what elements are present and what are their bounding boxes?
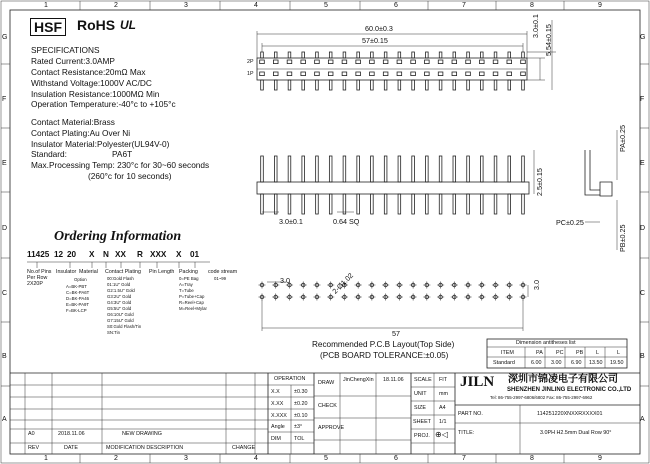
zone-col-3-bottom: 3 <box>184 455 188 462</box>
dim-pc: PC±0.25 <box>556 218 584 227</box>
packing-option-line: P=Tube+Cap <box>179 294 205 299</box>
tb-size-label: SIZE <box>414 405 426 411</box>
insulator-option-line: E=BK-PA9T <box>66 302 89 307</box>
zone-row-c-left: C <box>2 290 8 297</box>
pin-1p <box>507 72 512 76</box>
side-pin-top <box>274 156 277 182</box>
pins-option-line: No.of Pins <box>27 269 52 275</box>
zone-col-4-bottom: 4 <box>254 455 258 462</box>
pin-top <box>261 52 264 58</box>
contact-option-line: G5:5U" Gold <box>107 306 132 311</box>
zone-col-5-bottom: 5 <box>324 455 328 462</box>
zone-col-6-bottom: 6 <box>394 455 398 462</box>
ordering-code-part: XXX <box>150 250 167 259</box>
tb-title-value: 3.0PH H2.5mm Dual Row 90° <box>540 430 612 436</box>
pin-bottom <box>384 80 387 90</box>
pcb-row-pitch: 3.0 <box>532 280 541 290</box>
pin-top <box>439 52 442 58</box>
tb-tol-key: Angle <box>271 424 285 430</box>
side-pin-top <box>288 156 291 182</box>
pin-2p <box>287 60 292 64</box>
insulator-option-line: F=BK-LCP <box>66 308 87 313</box>
dim-table-header: L <box>617 350 620 356</box>
rev-date: 2018.11.06 <box>58 431 85 437</box>
contact-option-line: G7:15U" Gold <box>107 318 134 323</box>
pin-bottom <box>398 80 401 90</box>
zone-row-f-right: F <box>640 96 645 103</box>
pin-top <box>357 52 360 58</box>
pin-2p <box>507 60 512 64</box>
zone-col-6-top: 6 <box>394 2 398 9</box>
side-pin-top <box>494 156 497 182</box>
pin-top <box>522 52 525 58</box>
zone-col-2-bottom: 2 <box>114 455 118 462</box>
contact-option-line: G4:3U" Gold <box>107 300 132 305</box>
tb-proj-label: PROJ. <box>414 433 430 439</box>
zone-col-8-top: 8 <box>530 2 534 9</box>
dim-table-title: Dimension antitheses list <box>516 340 576 346</box>
pin-1p <box>425 72 430 76</box>
pin-1p <box>383 72 388 76</box>
pin-top <box>398 52 401 58</box>
zone-row-e-right: E <box>640 160 645 167</box>
tb-unit-value: mm <box>439 391 448 397</box>
rev-header-rev: REV <box>28 445 40 451</box>
tb-draw-date: 18.11.06 <box>383 377 404 383</box>
company-contact: Tel: 86-755-2997-6806/6802 Fax: 86-755-2997-6962 <box>490 395 593 400</box>
pin-1p <box>273 72 278 76</box>
company-logo: JILN <box>460 374 495 390</box>
dim-side-sq: 0.64 SQ <box>333 217 360 226</box>
insulator-option-line: A=BK-PBT <box>66 284 87 289</box>
pcb-total: 57 <box>392 329 400 338</box>
pin-bottom <box>343 80 346 90</box>
contact-option-line: 01:1U" Gold <box>107 282 131 287</box>
spec-processing-line: Max.Processing Temp: 230°c for 30~60 seconds <box>31 160 210 170</box>
zone-row-a-right: A <box>640 416 645 423</box>
zone-col-9-top: 9 <box>598 2 602 9</box>
code-stream-range: 01~99 <box>214 276 227 281</box>
pin-1p <box>342 72 347 76</box>
tb-tol-label: TOL <box>294 436 305 442</box>
pcb-layout-title: Recommended P.C.B Layout(Top Side) <box>312 340 455 349</box>
tb-draw-label: DRAW <box>318 380 335 386</box>
zone-row-a-left: A <box>2 416 7 423</box>
side-pin-top <box>426 156 429 182</box>
side-pin-bottom <box>357 194 360 214</box>
packing-option-line: R=Reel+Cap <box>179 300 204 305</box>
packing-option-line: 0=PE Bag <box>179 276 199 281</box>
pin-length-label: Pin Length <box>149 269 175 275</box>
pin-top <box>494 52 497 58</box>
spec-standard-value: PA6T <box>112 149 133 159</box>
side-pin-bottom <box>453 194 456 214</box>
pin-1p <box>452 72 457 76</box>
pin-top <box>274 52 277 58</box>
side-pin-top <box>439 156 442 182</box>
side-pin-top <box>316 156 319 182</box>
pin-top <box>453 52 456 58</box>
side-pin-bottom <box>288 194 291 214</box>
pin-bottom <box>357 80 360 90</box>
contact-option-line: G3:2U" Gold <box>107 294 132 299</box>
row-2p-label: 2P <box>247 59 254 65</box>
dim-side-pitch: 3.0±0.1 <box>279 217 303 226</box>
contact-option-line: SN:Tin <box>107 330 120 335</box>
pin-bottom <box>522 80 525 90</box>
side-pin-top <box>384 156 387 182</box>
pin-top <box>467 52 470 58</box>
zone-row-g-left: G <box>2 34 8 41</box>
tb-scale-label: SCALE <box>414 377 432 383</box>
ordering-code-part: N <box>103 250 109 259</box>
pin-2p <box>411 60 416 64</box>
side-pin-bottom <box>398 194 401 214</box>
ordering-code-part: 11425 <box>27 250 50 259</box>
side-pin-top <box>467 156 470 182</box>
tb-sheet-value: 1/1 <box>439 419 447 425</box>
zone-row-c-right: C <box>640 290 646 297</box>
pin-bottom <box>508 80 511 90</box>
tb-size-value: A4 <box>439 405 446 411</box>
zone-col-1-bottom: 1 <box>44 455 48 462</box>
dim-pitch-total: 57±0.15 <box>362 36 388 45</box>
side-pin-bottom <box>412 194 415 214</box>
insulator-option-line: Material <box>79 269 98 275</box>
side-body <box>257 182 529 194</box>
zone-row-g-right: G <box>640 34 646 41</box>
ordering-code-part: R <box>137 250 143 259</box>
zone-row-e-left: E <box>2 160 7 167</box>
dim-table-cell: 19.50 <box>610 360 624 366</box>
side-pin-top <box>261 156 264 182</box>
dim-body-height-2: 5.54±0.15 <box>544 24 553 56</box>
pin-top <box>316 52 319 58</box>
side-pin-bottom <box>329 194 332 214</box>
side-pin-top <box>522 156 525 182</box>
rev-description: NEW DRAWING <box>122 431 162 437</box>
pin-top <box>480 52 483 58</box>
zone-row-b-left: B <box>2 353 7 360</box>
spec-line: Rated Current:3.0AMP <box>31 56 115 66</box>
rev-header-date: DATE <box>64 445 78 451</box>
insulator-option-line: C=BK-PA6T <box>66 290 90 295</box>
dim-table-header: L <box>596 350 599 356</box>
contact-option-line: G2:1.5U" Gold <box>107 288 135 293</box>
tb-tol-key: X.XXX <box>271 413 287 419</box>
pin-bottom <box>371 80 374 90</box>
pin-2p <box>260 60 265 64</box>
dim-overall-length: 60.0±0.3 <box>365 24 393 33</box>
spec-processing-line: (260°c for 10 seconds) <box>88 171 172 181</box>
pin-2p <box>273 60 278 64</box>
dim-body-height: 3.0±0.1 <box>531 14 540 38</box>
pin-top <box>384 52 387 58</box>
dim-pb: PB±0.25 <box>618 224 627 252</box>
code-stream-label: code stream <box>208 269 238 275</box>
zone-col-9-bottom: 9 <box>598 455 602 462</box>
side-pin-top <box>398 156 401 182</box>
side-pin-bottom <box>302 194 305 214</box>
side-pin-bottom <box>384 194 387 214</box>
side-pin-top <box>453 156 456 182</box>
ordering-code-part: X <box>176 250 182 259</box>
pin-top <box>343 52 346 58</box>
tb-scale-value: FIT <box>439 377 448 383</box>
side-pin-top <box>371 156 374 182</box>
pin-2p <box>479 60 484 64</box>
pin-1p <box>466 72 471 76</box>
contact-option-line: 00:Gold Flash <box>107 276 134 281</box>
rohs-logo: RoHS <box>77 17 116 33</box>
zone-col-7-bottom: 7 <box>462 455 466 462</box>
zone-col-3-top: 3 <box>184 2 188 9</box>
zone-row-b-right: B <box>640 353 645 360</box>
spec-line: Withstand Voltage:1000V AC/DC <box>31 78 152 88</box>
pin-2p <box>356 60 361 64</box>
tb-operation: OPERATION <box>274 376 306 382</box>
zone-col-1-top: 1 <box>44 2 48 9</box>
pin-1p <box>356 72 361 76</box>
pin-2p <box>466 60 471 64</box>
pin-bottom <box>274 80 277 90</box>
side-pin-bottom <box>467 194 470 214</box>
pin-2p <box>452 60 457 64</box>
pin-bottom <box>412 80 415 90</box>
dim-table-header: ITEM <box>501 350 514 356</box>
tb-part-no-value: 114251220XNXXRXXXX01 <box>537 411 603 417</box>
spec-line: Operation Temperature:-40°c to +105°c <box>31 99 176 109</box>
side-pin-bottom <box>261 194 264 214</box>
spec-material-line: Insulator Material:Polyester(UL94V-0) <box>31 139 170 149</box>
pin-bottom <box>494 80 497 90</box>
tb-tol-value: ±0.10 <box>294 413 308 419</box>
pin-2p <box>301 60 306 64</box>
dim-pa: PA±0.25 <box>618 125 627 152</box>
tb-sheet-label: SHEET <box>413 419 431 425</box>
pin-top <box>329 52 332 58</box>
pin-1p <box>397 72 402 76</box>
dim-table-header: PC <box>556 350 564 356</box>
zone-row-d-left: D <box>2 225 8 232</box>
pin-1p <box>521 72 526 76</box>
pcb-pitch: 3.0 <box>280 276 290 285</box>
pin-bottom <box>302 80 305 90</box>
pin-top <box>426 52 429 58</box>
packing-option-line: Packing <box>179 269 198 275</box>
dim-side-pin: 2.5±0.15 <box>535 168 544 196</box>
side-pin-top <box>329 156 332 182</box>
side-pin-bottom <box>439 194 442 214</box>
side-pin-bottom <box>522 194 525 214</box>
tb-draw-name: JinChengXin <box>343 377 374 383</box>
pin-2p <box>328 60 333 64</box>
insulator-option-line: Option <box>74 277 87 282</box>
ordering-code-part: 12 <box>54 250 64 259</box>
side-pin-top <box>343 156 346 182</box>
pin-2p <box>383 60 388 64</box>
contact-option-line: S0:Gold Flash/Tin <box>107 324 142 329</box>
contact-option-line: Contact Plating <box>105 269 141 275</box>
tb-approve-label: APPROVE <box>318 425 345 431</box>
hsf-logo: HSF <box>30 18 66 36</box>
rev-value: A0 <box>28 431 35 437</box>
pcb-hole: 2-Ø1.02 <box>330 270 356 296</box>
dim-table-cell: 6.90 <box>571 360 582 366</box>
side-pin-top <box>508 156 511 182</box>
pin-2p <box>425 60 430 64</box>
tb-dim-label: DIM <box>271 436 281 442</box>
zone-col-8-bottom: 8 <box>530 455 534 462</box>
row-1p-label: 1P <box>247 71 254 77</box>
zone-col-7-top: 7 <box>462 2 466 9</box>
tb-tol-value: ±3° <box>294 424 303 430</box>
pin-top <box>371 52 374 58</box>
company-name-en: SHENZHEN JINLING ELECTRONIC CO.,LTD <box>507 387 632 393</box>
tb-tol-key: X.XX <box>271 401 284 407</box>
side-pin-bottom <box>508 194 511 214</box>
rev-header-change: CHANGE <box>232 445 256 451</box>
zone-row-d-right: D <box>640 225 646 232</box>
side-pin-top <box>357 156 360 182</box>
pin-bottom <box>453 80 456 90</box>
contact-option-line: G6:10U" Gold <box>107 312 134 317</box>
side-pin-bottom <box>494 194 497 214</box>
dim-table-cell: 3.00 <box>551 360 562 366</box>
spec-line: Contact Resistance:20mΩ Max <box>31 67 146 77</box>
ordering-code-part: X <box>89 250 95 259</box>
pin-bottom <box>426 80 429 90</box>
insulator-option-line: D=BK-PA46 <box>66 296 89 301</box>
side-pin-top <box>302 156 305 182</box>
spec-material-line: Contact Material:Brass <box>31 117 115 127</box>
pin-top <box>508 52 511 58</box>
pin-2p <box>315 60 320 64</box>
side-pin-bottom <box>343 194 346 214</box>
packing-option-line: A=Tray <box>179 282 193 287</box>
pins-option-line: Per Row <box>27 275 48 281</box>
pin-1p <box>370 72 375 76</box>
ordering-code-part: 01 <box>190 250 200 259</box>
zone-row-f-left: F <box>2 96 7 103</box>
pin-bottom <box>480 80 483 90</box>
pin-1p <box>493 72 498 76</box>
pin-2p <box>397 60 402 64</box>
tb-tol-value: ±0.20 <box>294 401 308 407</box>
pin-1p <box>260 72 265 76</box>
tb-tol-value: ±0.30 <box>294 389 308 395</box>
pin-2p <box>493 60 498 64</box>
pin-top <box>412 52 415 58</box>
tb-part-no-label: PART NO. <box>458 411 483 417</box>
spec-heading: SPECIFICATIONS <box>31 45 100 55</box>
packing-option-line: M=Reel+Mylar <box>179 306 207 311</box>
dim-table-cell: Standard <box>493 360 515 366</box>
company-name-cn: 深圳市锦凌电子有限公司 <box>508 374 618 385</box>
pin-1p <box>479 72 484 76</box>
dim-table-header: PB <box>576 350 584 356</box>
side-pin-top <box>480 156 483 182</box>
pin-1p <box>315 72 320 76</box>
ul-logo: UL <box>120 18 136 32</box>
pin-2p <box>521 60 526 64</box>
pin-1p <box>411 72 416 76</box>
spec-standard-label: Standard: <box>31 149 67 159</box>
ordering-code-part: 20 <box>67 250 77 259</box>
dim-table-cell: 13.50 <box>589 360 603 366</box>
tb-tol-key: X.X <box>271 389 280 395</box>
side-pin-bottom <box>480 194 483 214</box>
pin-bottom <box>467 80 470 90</box>
packing-option-line: T=Tube <box>179 288 194 293</box>
zone-col-5-top: 5 <box>324 2 328 9</box>
pcb-tolerance: (PCB BOARD TOLERANCE:±0.05) <box>320 351 449 360</box>
pin-2p <box>342 60 347 64</box>
pin-1p <box>287 72 292 76</box>
side-profile <box>585 150 612 196</box>
pin-1p <box>438 72 443 76</box>
spec-material-line: Contact Plating:Au Over Ni <box>31 128 131 138</box>
side-pin-bottom <box>371 194 374 214</box>
insulator-option-line: Insulator <box>56 269 77 275</box>
pin-1p <box>328 72 333 76</box>
zone-col-4-top: 4 <box>254 2 258 9</box>
pin-2p <box>370 60 375 64</box>
pin-top <box>288 52 291 58</box>
spec-line: Insulation Resistance:1000MΩ Min <box>31 89 160 99</box>
side-pin-top <box>412 156 415 182</box>
pin-top <box>302 52 305 58</box>
pins-option-line: 2X20P <box>27 281 43 287</box>
pin-bottom <box>439 80 442 90</box>
side-pin-bottom <box>426 194 429 214</box>
pin-1p <box>301 72 306 76</box>
pin-bottom <box>329 80 332 90</box>
tb-unit-label: UNIT <box>414 391 427 397</box>
pin-bottom <box>316 80 319 90</box>
pin-2p <box>438 60 443 64</box>
side-pin-bottom <box>316 194 319 214</box>
pin-bottom <box>261 80 264 90</box>
side-pin-bottom <box>274 194 277 214</box>
tb-title-label: TITLE: <box>458 430 475 436</box>
tb-check-label: CHECK <box>318 403 337 409</box>
ordering-title: Ordering Information <box>54 229 182 244</box>
zone-col-2-top: 2 <box>114 2 118 9</box>
dim-table-header: PA <box>536 350 543 356</box>
dim-table-cell: 6.00 <box>531 360 542 366</box>
rev-header-desc: MODIFICATION DESCRIPTION <box>106 445 184 451</box>
ordering-code-part: XX <box>115 250 126 259</box>
pin-bottom <box>288 80 291 90</box>
projection-icon: ⊕◁ <box>435 430 448 439</box>
